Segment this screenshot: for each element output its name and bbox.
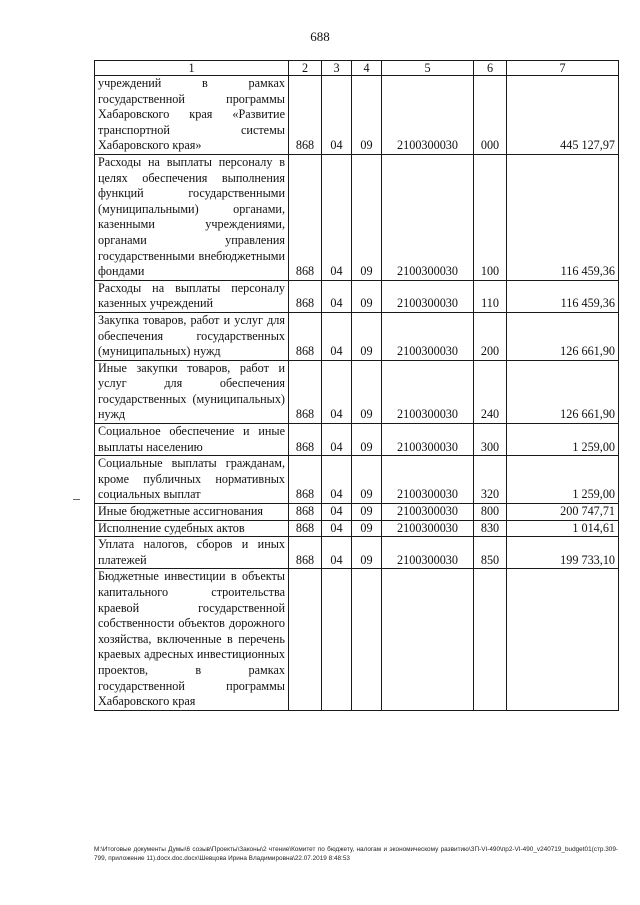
table-row	[95, 360, 619, 423]
subsection-code	[352, 569, 382, 710]
target-article: 2100300030	[382, 360, 474, 423]
expense-type: 100	[474, 154, 507, 280]
target-article: 2100300030	[382, 280, 474, 312]
target-article: 2100300030	[382, 76, 474, 155]
row-name: Социальные выплаты гражданам, кроме публичных нормативных социальных выплат	[95, 456, 289, 504]
table-row	[95, 154, 619, 280]
section-code: 04	[322, 456, 352, 504]
table-row	[95, 76, 619, 155]
row-name: Иные бюджетные ассигнования	[95, 504, 289, 521]
column-header: 6	[474, 61, 507, 76]
amount: 126 661,90	[507, 312, 619, 360]
expense-type: 830	[474, 520, 507, 537]
page-number: 688	[310, 29, 330, 44]
admin-code	[289, 569, 322, 710]
admin-code: 868	[289, 504, 322, 521]
table-row	[95, 569, 619, 710]
expense-type: 200	[474, 312, 507, 360]
target-article: 2100300030	[382, 154, 474, 280]
expense-type: 300	[474, 424, 507, 456]
target-article: 2100300030	[382, 504, 474, 521]
target-article: 2100300030	[382, 520, 474, 537]
admin-code: 868	[289, 76, 322, 155]
amount: 199 733,10	[507, 537, 619, 569]
target-article: 2100300030	[382, 312, 474, 360]
expense-type: 320	[474, 456, 507, 504]
subsection-code: 09	[352, 504, 382, 521]
amount: 445 127,97	[507, 76, 619, 155]
subsection-code: 09	[352, 456, 382, 504]
budget-table	[94, 60, 619, 711]
row-name: Закупка товаров, работ и услуг для обеспечения государственных (муниципальных) нужд	[95, 312, 289, 360]
column-header: 2	[289, 61, 322, 76]
margin-mark	[73, 499, 80, 500]
subsection-code: 09	[352, 537, 382, 569]
column-header: 7	[507, 61, 619, 76]
table-row	[95, 456, 619, 504]
admin-code: 868	[289, 520, 322, 537]
expense-type: 240	[474, 360, 507, 423]
section-code: 04	[322, 312, 352, 360]
admin-code: 868	[289, 360, 322, 423]
table-row	[95, 520, 619, 537]
section-code: 04	[322, 360, 352, 423]
column-header: 4	[352, 61, 382, 76]
section-code: 04	[322, 280, 352, 312]
section-code: 04	[322, 154, 352, 280]
section-code	[322, 569, 352, 710]
expense-type: 110	[474, 280, 507, 312]
subsection-code: 09	[352, 424, 382, 456]
table-row	[95, 312, 619, 360]
admin-code: 868	[289, 537, 322, 569]
amount	[507, 569, 619, 710]
target-article	[382, 569, 474, 710]
admin-code: 868	[289, 456, 322, 504]
section-code: 04	[322, 504, 352, 521]
table-row	[95, 537, 619, 569]
row-name: Расходы на выплаты персоналу в целях обеспечения выполнения функций государственными (муниципальными) органами, казенными учреждениями, органами управления государственными внебюджетными фондами	[95, 154, 289, 280]
admin-code: 868	[289, 154, 322, 280]
subsection-code: 09	[352, 280, 382, 312]
amount: 116 459,36	[507, 280, 619, 312]
row-name: Уплата налогов, сборов и иных платежей	[95, 537, 289, 569]
expense-type	[474, 569, 507, 710]
expense-type: 850	[474, 537, 507, 569]
expense-type: 000	[474, 76, 507, 155]
amount: 1 014,61	[507, 520, 619, 537]
subsection-code: 09	[352, 360, 382, 423]
section-code: 04	[322, 424, 352, 456]
section-code: 04	[322, 537, 352, 569]
amount: 1 259,00	[507, 456, 619, 504]
target-article: 2100300030	[382, 456, 474, 504]
section-code: 04	[322, 76, 352, 155]
row-name: учреждений в рамках государственной программы Хабаровского края «Развитие транспортной системы Хабаровского края»	[95, 76, 289, 155]
section-code: 04	[322, 520, 352, 537]
subsection-code: 09	[352, 76, 382, 155]
row-name: Социальное обеспечение и иные выплаты населению	[95, 424, 289, 456]
admin-code: 868	[289, 280, 322, 312]
subsection-code: 09	[352, 520, 382, 537]
target-article: 2100300030	[382, 537, 474, 569]
table-row	[95, 280, 619, 312]
admin-code: 868	[289, 424, 322, 456]
column-header: 3	[322, 61, 352, 76]
subsection-code: 09	[352, 312, 382, 360]
column-header: 5	[382, 61, 474, 76]
target-article: 2100300030	[382, 424, 474, 456]
admin-code: 868	[289, 312, 322, 360]
table-row	[95, 424, 619, 456]
table-header-row	[95, 61, 619, 76]
amount: 200 747,71	[507, 504, 619, 521]
table-row	[95, 504, 619, 521]
row-name: Расходы на выплаты персоналу казенных учреждений	[95, 280, 289, 312]
expense-type: 800	[474, 504, 507, 521]
column-header: 1	[95, 61, 289, 76]
file-path-footer: M:\Итоговые документы Думы\6 созыв\Проекты\Законы\2 чтение\Комитет по бюджету, налогам и экономическому развитию\ЗП-VI-490\пр2-VI-490_v240719_budget01(стр.309-799, приложение 11).docx.doc.docx\Шевцова Ирина Владимировна\22.07.2019 8:48:53	[94, 846, 618, 862]
amount: 1 259,00	[507, 424, 619, 456]
row-name: Иные закупки товаров, работ и услуг для обеспечения государственных (муниципальных) нужд	[95, 360, 289, 423]
row-name: Бюджетные инвестиции в объекты капитального строительства краевой государственной собственности объектов дорожного хозяйства, включенные в перечень краевых адресных инвестиционных проектов, в рамках государственной программы Хабаровского края	[95, 569, 289, 710]
subsection-code: 09	[352, 154, 382, 280]
amount: 116 459,36	[507, 154, 619, 280]
row-name: Исполнение судебных актов	[95, 520, 289, 537]
amount: 126 661,90	[507, 360, 619, 423]
